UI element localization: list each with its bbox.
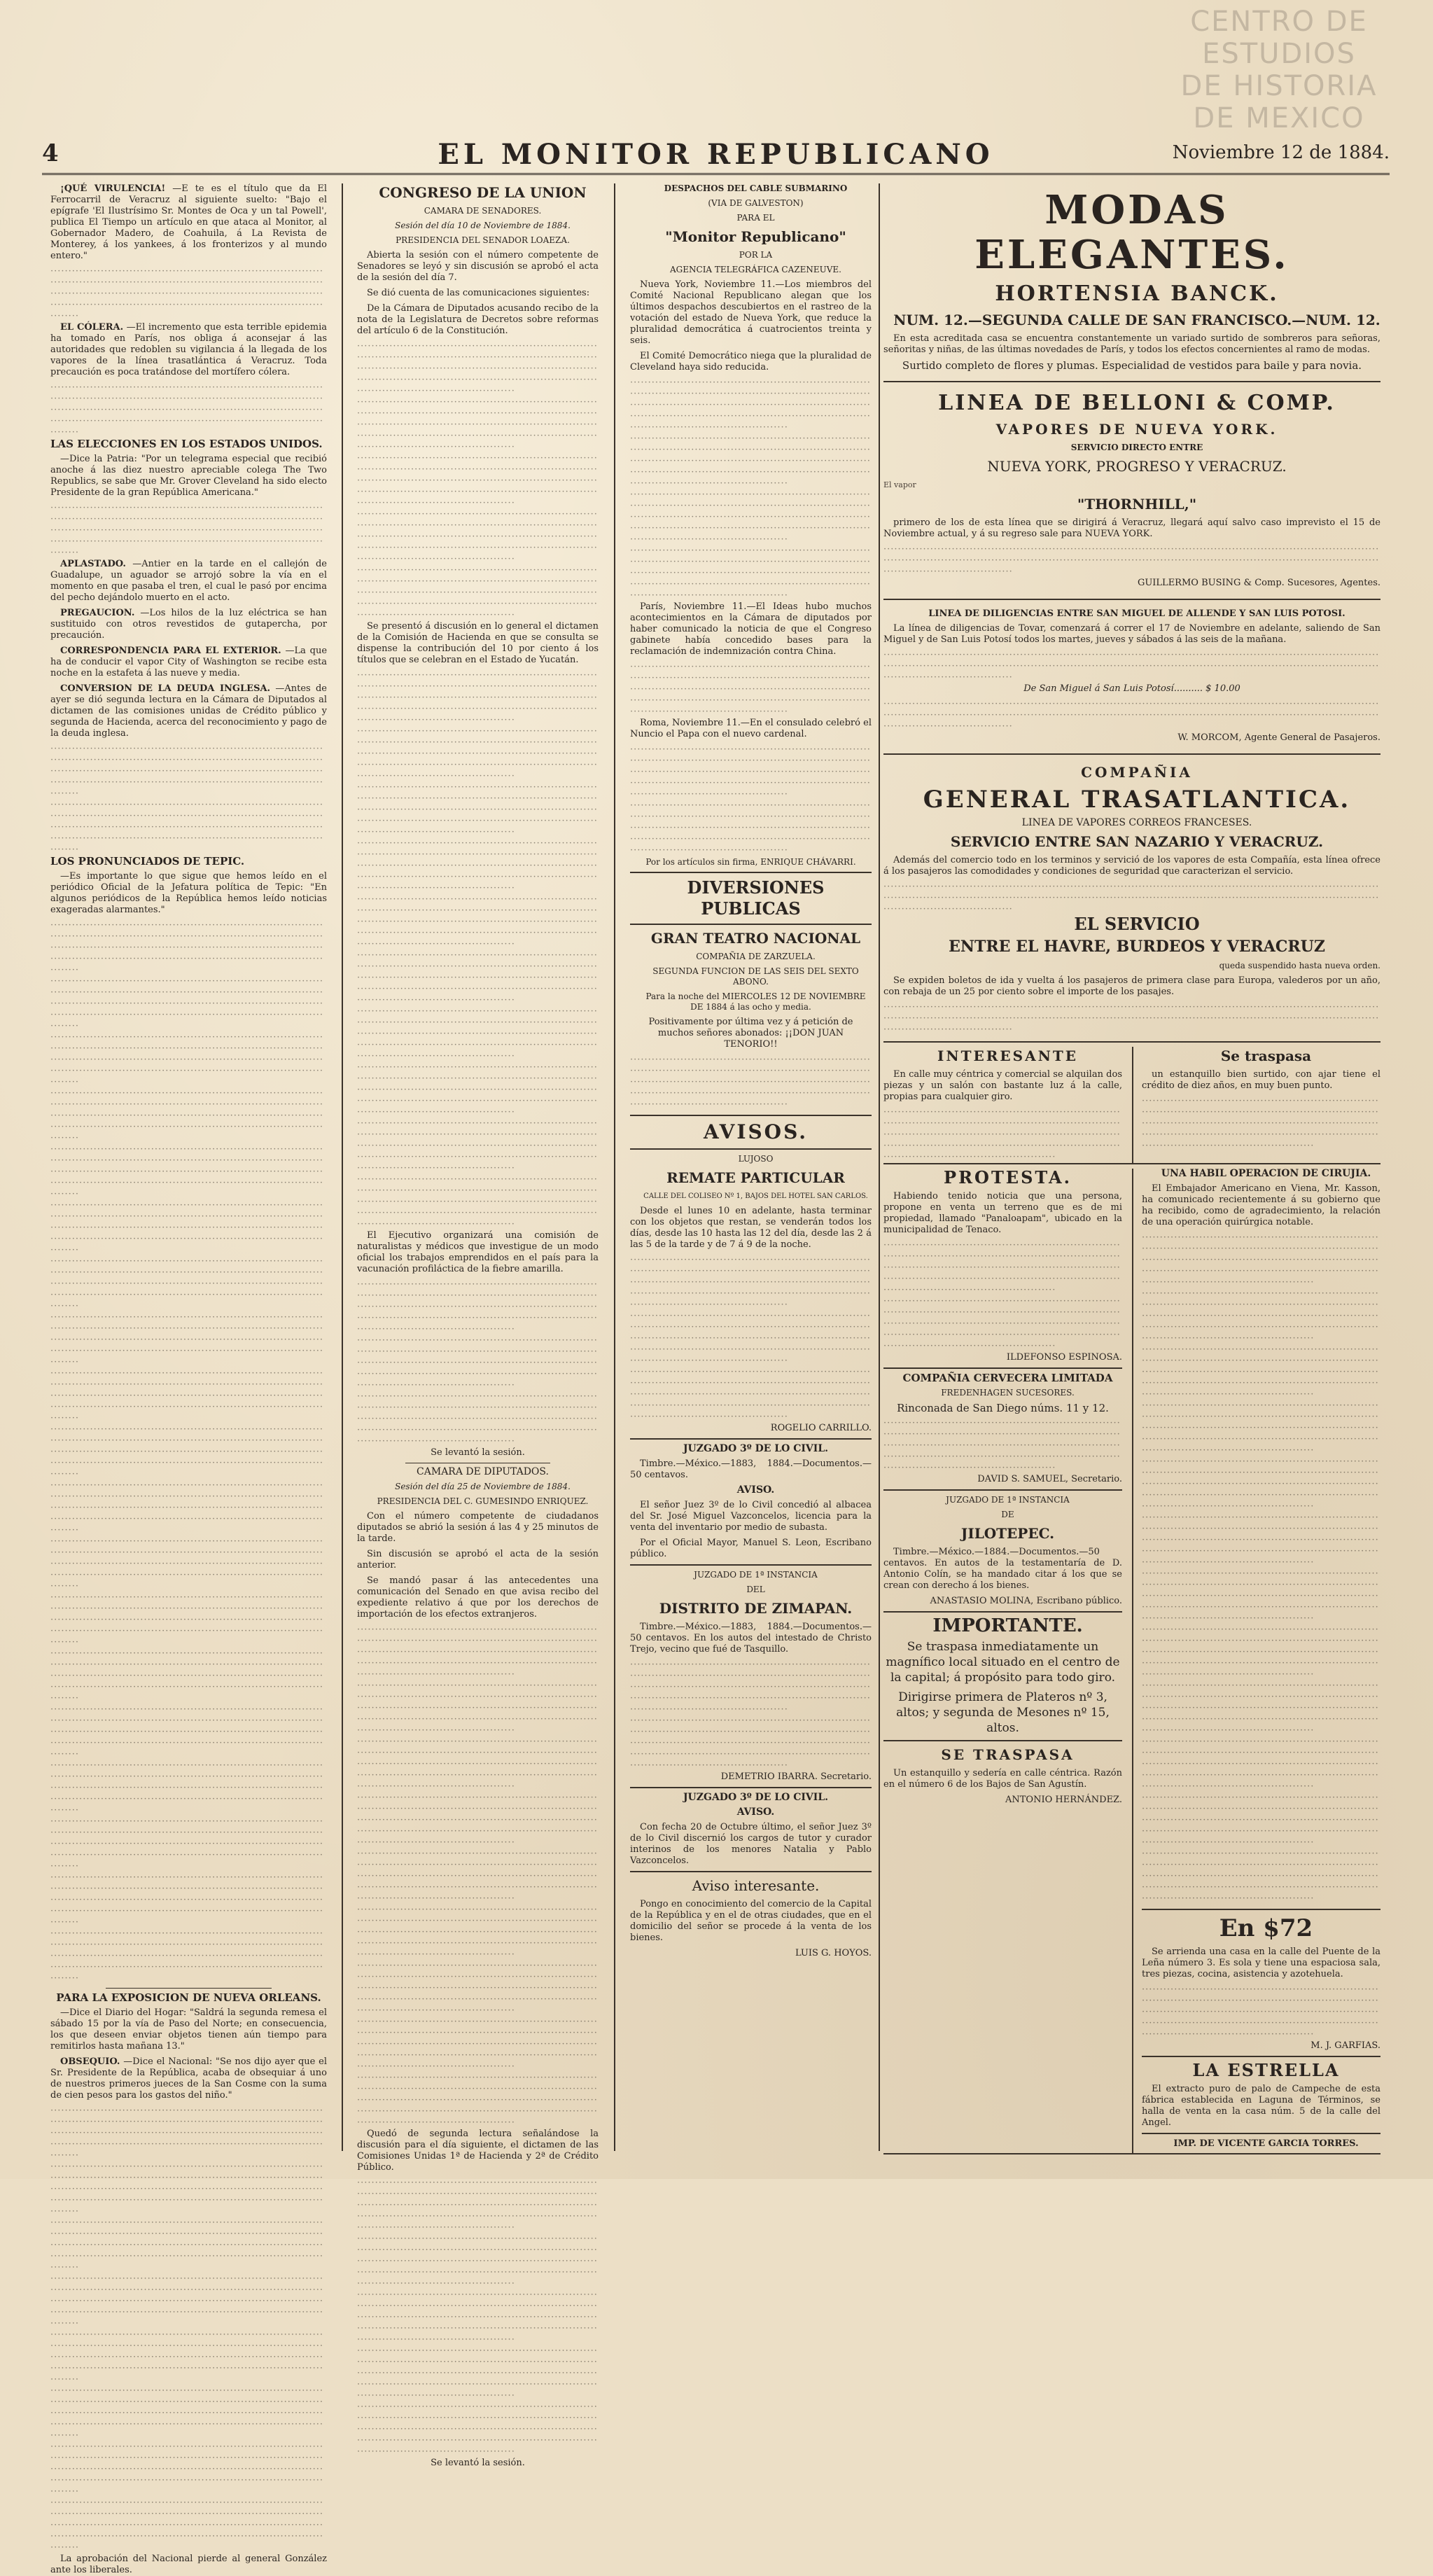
divider xyxy=(1142,2056,1380,2057)
ad-text: un estanquillo bien surtido, con ajar tiene el crédito de diez años, en muy buen punto. xyxy=(1142,1069,1380,1091)
article xyxy=(50,2056,327,2101)
page-number: 4 xyxy=(42,139,59,167)
illegible-text: ························································································································································································································································································································ xyxy=(630,433,871,489)
divider xyxy=(1142,1909,1380,1910)
illegible-text: ························································································································································································································································································································ xyxy=(1142,1096,1379,1151)
notice-title: Aviso interesante. xyxy=(692,1877,820,1894)
illegible-text: ························································································································································································································································································································ xyxy=(630,800,871,856)
ad-row xyxy=(883,1047,1380,1164)
ad-text: En esta acreditada casa se encuentra constantemente un variado surtido de sombreros para señoras, señoritas y niñas, de las últimas novedades de París, y todos los efectos concernientes al ramo de modas. xyxy=(883,333,1380,355)
illegible-text: ························································································································································································································································································································ xyxy=(50,2161,324,2217)
illegible-text: ························································································································································································································································································································ xyxy=(357,453,598,508)
article-heading: ¡QUÉ VIRULENCIA! xyxy=(60,183,166,194)
session-date: Sesión del día 10 de Noviembre de 1884. xyxy=(395,221,571,230)
illegible-text: ························································································································································································································································································································ xyxy=(1142,1232,1379,1288)
section-heading: AVISOS. xyxy=(703,1120,809,1143)
article-text: —Dice la Patria: "Por un telegrama especial que recibió anoche á las diez nuestro apreciable colega The Two Republics, se sabe que Mr. Grover Cleveland ha sido electo Presidente de la gran República Americana." xyxy=(50,454,327,498)
ad-belloni xyxy=(883,387,1380,600)
ad-right-stack xyxy=(1132,1169,1380,2153)
article-heading: EL CÓLERA. xyxy=(60,322,124,333)
column-rule xyxy=(614,183,615,2151)
illegible-text: ························································································································································································································································································································ xyxy=(50,2386,324,2441)
ad-subtitle: COMPAÑIA xyxy=(1081,764,1193,781)
illegible-text: ························································································································································································································································································································ xyxy=(1142,1984,1379,2040)
signature: W. MORCOM, Agente General de Pasajeros. xyxy=(1177,732,1380,743)
column-cable-notices xyxy=(630,183,872,2151)
notice-text: Pongo en conocimiento del comercio de la Capital de la República y en el de otras ciudades, que en el domicilio del señor se procede á la venta de los bienes. xyxy=(630,1899,872,1943)
column-rule xyxy=(879,183,880,2151)
column-congress xyxy=(357,183,599,2468)
illegible-text: ························································································································································································································································································································ xyxy=(357,2017,598,2072)
ad-title: SE TRASPASA xyxy=(941,1746,1075,1763)
illegible-text: ························································································································································································································································································································ xyxy=(1142,1736,1379,1792)
illegible-text: ························································································································································································································································································································ xyxy=(50,1144,324,1199)
ad-interesante xyxy=(883,1047,1122,1163)
ad-text: Un estanquillo y sedería en calle céntrica. Razón en el número 6 de los Bajos de San Agustín. xyxy=(883,1768,1122,1790)
illegible-text: ························································································································································································································································································································ xyxy=(357,782,598,837)
illegible-text: ························································································································································································································································································································ xyxy=(1142,1512,1379,1568)
illegible-text: ························································································································································································································································································································ xyxy=(883,1107,1121,1162)
divider xyxy=(630,1871,872,1872)
ad-route: NUEVA YORK, PROGRESO Y VERACRUZ. xyxy=(987,458,1287,475)
ad-text: En calle muy céntrica y comercial se alquilan dos piezas y un salón con bastante luz á la calle, propias para cualquier giro. xyxy=(883,1069,1122,1102)
ad-text: Además del comercio todo en los terminos y servició de los vapores de esta Compañía, esta línea ofrece á los pasajeros las comodidades y condiciones de seguridad que caracterizan el servicio. xyxy=(883,855,1380,877)
ad-title: IMPORTANTE. xyxy=(932,1615,1083,1636)
watermark-line: DE MEXICO xyxy=(1193,102,1365,134)
illegible-text: ························································································································································································································································································································ xyxy=(357,2073,598,2128)
illegible-text: ························································································································································································································································································································ xyxy=(357,726,598,781)
ad-subtitle: SERVICIO DIRECTO ENTRE xyxy=(1070,443,1203,452)
ad-text: Dirigirse primera de Plateros nº 3, altos; y segunda de Mesones nº 15, altos. xyxy=(896,1690,1110,1735)
article-heading: LOS PRONUNCIADOS DE TEPIC. xyxy=(50,855,245,868)
illegible-text: ························································································································································································································································································································ xyxy=(630,489,871,545)
illegible-text: ························································································································································································································································································································ xyxy=(357,1849,598,1904)
ad-title: En $72 xyxy=(1219,1914,1313,1942)
illegible-text: ························································································································································································································································································································ xyxy=(50,744,324,799)
ad-address: CALLE DEL COLISEO Nº 1, BAJOS DEL HOTEL SAN CARLOS. xyxy=(643,1192,868,1200)
presidency: PRESIDENCIA DEL C. GUMESINDO ENRIQUEZ. xyxy=(377,1496,589,1506)
illegible-text: ························································································································································································································································································································ xyxy=(1142,1456,1379,1512)
illegible-text: ························································································································································································································································································································ xyxy=(1142,1624,1379,1680)
illegible-text: ························································································································································································································································································································ xyxy=(50,2105,324,2161)
ad-subtitle: VAPORES DE NUEVA YORK. xyxy=(995,421,1278,438)
illegible-text: ························································································································································································································································································································ xyxy=(50,1536,324,1592)
ad-left-stack xyxy=(883,1169,1122,2153)
illegible-text: ························································································································································································································································································································ xyxy=(50,1480,324,1536)
article-text: De la Cámara de Diputados acusando recibo de la nota de la Legislatura de Decretos sobre reformas del artículo 6 de la Constitución. xyxy=(357,303,599,336)
notice-title: JILOTEPEC. xyxy=(960,1525,1055,1542)
illegible-text: ························································································································································································································································································································ xyxy=(357,509,598,564)
illegible-text: ························································································································································································································································································································ xyxy=(357,1006,598,1061)
illegible-text: ························································································································································································································································································································ xyxy=(1142,1288,1379,1344)
ad-title: LA ESTRELLA xyxy=(1192,2060,1340,2080)
illegible-text: ························································································································································································································································································································ xyxy=(883,544,1380,577)
illegible-text: ························································································································································································································································································································ xyxy=(357,2178,598,2233)
article-text: Se presentó á discusión en lo general el dictamen de la Comisión de Hacienda en que se consulta se dispense la contribución del 10 por ciento á los títulos que se celebran en el Estado de Yucatán. xyxy=(357,621,599,665)
ad-subtitle: EL SERVICIO xyxy=(1074,914,1200,934)
ad-title: INTERESANTE xyxy=(937,1047,1078,1064)
article-heading: CONVERSION DE LA DEUDA INGLESA. xyxy=(60,683,271,694)
column-news xyxy=(50,183,328,2575)
article-heading: CORRESPONDENCIA PARA EL EXTERIOR. xyxy=(60,646,281,656)
theater-name: GRAN TEATRO NACIONAL xyxy=(650,930,861,947)
ad-address: Rinconada de San Diego núms. 11 y 12. xyxy=(897,1402,1109,1414)
section-subheading: PARA EL xyxy=(736,213,775,223)
notice-text: Con fecha 20 de Octubre último, el señor Juez 3º de lo Civil discernió los cargos de tutor y curador interinos de los menores Natalia y Pablo Vazconcelos. xyxy=(630,1822,872,1866)
ad-title: GENERAL TRASATLANTICA. xyxy=(923,786,1351,814)
illegible-text: ························································································································································································································································································································ xyxy=(630,744,871,800)
divider xyxy=(630,924,872,925)
article xyxy=(50,608,327,641)
section-subheading: CAMARA DE DIPUTADOS. xyxy=(417,1466,549,1477)
article-text: Nueva York, Noviembre 11.—Los miembros del Comité Nacional Republicano alegan que los últimos despachos descubiertos en el rastreo de la votación del estado de Nueva York, que reduce la pluralidad democrática á cuatrocientos treinta y seis. xyxy=(630,279,872,346)
ad-title: Se traspasa xyxy=(1220,1047,1312,1064)
presidency: PRESIDENCIA DEL SENADOR LOAEZA. xyxy=(396,235,570,245)
signature: ROGELIO CARRILLO. xyxy=(770,1423,872,1433)
article xyxy=(50,183,327,262)
illegible-text: ························································································································································································································································································································ xyxy=(357,2234,598,2289)
ad-modas xyxy=(883,183,1380,382)
section-heading: "Monitor Republicano" xyxy=(665,228,846,245)
notice-title: DISTRITO DE ZIMAPAN. xyxy=(659,1600,853,1617)
article-text: —El incremento que esta terrible epidemia ha tomado en París, nos obliga á aconsejar á las autoridades que redoblen su vigilancia á la llegada de los vapores de la línea trasatlántica á Veracruz. Toda precaución es poca tratándose del mortífero cólera. xyxy=(50,322,327,377)
article-text: Roma, Noviembre 11.—En el consulado celebró el Nuncio el Papa con el nuevo cardenal. xyxy=(630,718,872,739)
notice-heading: JUZGADO 3º DE LO CIVIL. xyxy=(683,1792,829,1803)
ad-subtitle: FREDENHAGEN SUCESORES. xyxy=(941,1388,1075,1398)
illegible-text: ························································································································································································································································································································ xyxy=(357,1279,598,1335)
illegible-text: ························································································································································································································································································································ xyxy=(357,1792,598,1848)
illegible-text: ························································································································································································································································································································ xyxy=(50,503,324,558)
illegible-text: ························································································································································································································································································································ xyxy=(883,1240,1121,1295)
illegible-text: ························································································································································································································································································································ xyxy=(357,1905,598,1960)
signature: ANTONIO HERNÁNDEZ. xyxy=(1005,1795,1122,1805)
article xyxy=(50,683,327,739)
article-text: Se mandó pasar á las antecedentes una comunicación del Senado en que avisa recibo del expediente relativo á que por los derechos de importación de los efectos extranjeros. xyxy=(357,1575,599,1620)
masthead xyxy=(42,137,1390,175)
article-text: —La que ha de conducir el vapor City of Washington se recibe esta noche en la estafeta á las nueve y media. xyxy=(50,646,328,678)
ad-row xyxy=(883,1169,1380,2154)
article-heading: UNA HABIL OPERACION DE CIRUJIA. xyxy=(1161,1168,1371,1179)
illegible-text: ························································································································································································································································································································ xyxy=(630,1367,871,1422)
article-text: Se levantó la sesión. xyxy=(431,1447,525,1458)
ad-text: Se arrienda una casa en la calle del Puente de la Leña número 3. Es sola y tiene una espaciosa sala, tres piezas, cocina, asistencia y azotehuela. xyxy=(1142,1947,1380,1979)
divider xyxy=(883,1740,1122,1741)
article-heading: PARA LA EXPOSICION DE NUEVA ORLEANS. xyxy=(56,1991,321,2004)
illegible-text: ························································································································································································································································································································ xyxy=(357,1391,598,1447)
section-subheading: AGENCIA TELEGRÁFICA CAZENEUVE. xyxy=(670,265,841,274)
signature: LUIS G. HOYOS. xyxy=(795,1948,872,1958)
illegible-text: ························································································································································································································································································································ xyxy=(630,1255,871,1310)
ad-title: MODAS ELEGANTES. xyxy=(974,187,1289,278)
article-text: La aprobación del Nacional pierde al general González ante los liberales. xyxy=(50,2554,327,2575)
article-text: —Dice el Diario del Hogar: "Saldrá la segunda remesa el sábado 15 por la vía de Paso del Norte; en consecuencia, los que deseen enviar objetos tienen aún tiempo para remitirlos hasta mañana 13." xyxy=(50,2007,327,2052)
illegible-text: ························································································································································································································································································································ xyxy=(883,699,1380,732)
notice-heading: JUZGADO 3º DE LO CIVIL. xyxy=(683,1443,829,1454)
notice-heading: DEL xyxy=(746,1585,765,1594)
section-subheading: CAMARA DE SENADORES. xyxy=(424,206,542,216)
ad-price: De San Miguel á San Luis Potosí.......... $ 10.00 xyxy=(1023,683,1240,694)
session-date: Sesión del día 25 de Noviembre de 1884. xyxy=(395,1482,571,1491)
notice-text: Timbre.—México.—1883, 1884.—Documentos.—50 centavos. En los autos del intestado de Christo Trejo, vecino que fué de Tasquillo. xyxy=(630,1622,872,1655)
illegible-text: ························································································································································································································································································································ xyxy=(50,800,324,855)
article-text: Sin discusión se aprobó el acta de la sesión anterior. xyxy=(357,1549,599,1571)
illegible-text: ························································································································································································································································································································ xyxy=(883,1418,1121,1473)
illegible-text: ························································································································································································································································································································ xyxy=(1142,1792,1379,1848)
watermark-line: ESTUDIOS xyxy=(1202,38,1356,70)
article-text: Con el número competente de ciudadanos diputados se abrió la sesión á las 4 y 25 minutos de la tarde. xyxy=(357,1511,599,1544)
article-text: París, Noviembre 11.—El Ideas hubo muchos acontecimientos en la Cámara de diputados por haber comunicado la noticia de que el Congreso gabinete había concedido bases para la reclamación de indemnización contra China. xyxy=(630,601,872,657)
ad-subtitle: LINEA DE VAPORES CORREOS FRANCESES. xyxy=(1021,817,1252,828)
illegible-text: ························································································································································································································································································································ xyxy=(357,2290,598,2345)
illegible-text: ························································································································································································································································································································ xyxy=(50,1648,324,1704)
signature: DAVID S. SAMUEL, Secretario. xyxy=(977,1474,1122,1484)
divider xyxy=(883,1611,1122,1613)
signature: Por el Oficial Mayor, Manuel S. Leon, Escribano público. xyxy=(630,1538,872,1559)
illegible-text: ························································································································································································································································································································ xyxy=(883,882,1380,914)
ad-title: LINEA DE DILIGENCIAS ENTRE SAN MIGUEL DE ALLENDE Y SAN LUIS POTOSI. xyxy=(928,608,1345,619)
notice-heading: JUZGADO DE 1ª INSTANCIA xyxy=(694,1570,818,1580)
illegible-text: ························································································································································································································································································································ xyxy=(883,1296,1121,1351)
illegible-text: ························································································································································································································································································································ xyxy=(50,1424,324,1480)
illegible-text: ························································································································································································································································································································ xyxy=(357,2402,598,2457)
article-text: Quedó de segunda lectura señalándose la discusión para el día siguiente, el dictamen de las Comisiones Unidas 1ª de Hacienda y 2ª de Crédito Público. xyxy=(357,2129,599,2173)
archive-watermark xyxy=(1153,6,1405,134)
article-text: El Comité Democrático niega que la pluralidad de Cleveland haya sido reducida. xyxy=(630,351,872,373)
ad-title: REMATE PARTICULAR xyxy=(666,1169,845,1186)
illegible-text: ························································································································································································································································································································ xyxy=(50,1704,324,1760)
notice-heading: JUZGADO DE 1ª INSTANCIA xyxy=(946,1495,1070,1505)
illegible-text: ························································································································································································································································································································ xyxy=(357,950,598,1005)
illegible-text: ························································································································································································································································································································ xyxy=(50,2330,324,2385)
ad-text: queda suspendido hasta nueva orden. xyxy=(1219,961,1380,970)
illegible-text: ························································································································································································································································································································ xyxy=(357,1624,598,1680)
illegible-text: ························································································································································································································································································································ xyxy=(1142,1680,1379,1736)
illegible-text: ························································································································································································································································································································ xyxy=(357,670,598,725)
illegible-text: ························································································································································································································································································································ xyxy=(630,1715,871,1771)
article xyxy=(50,322,327,378)
illegible-text: ························································································································································································································································································································ xyxy=(50,1928,324,1984)
illegible-text: ························································································································································································································································································································ xyxy=(50,1760,324,1816)
section-heading: DESPACHOS DEL CABLE SUBMARINO xyxy=(664,183,848,193)
illegible-text: ························································································································································································································································································································ xyxy=(1142,1849,1379,1904)
ad-diligencias xyxy=(883,604,1380,755)
divider xyxy=(106,1988,272,1989)
illegible-text: ························································································································································································································································································································ xyxy=(357,1680,598,1736)
illegible-text: ························································································································································································································································································································ xyxy=(50,382,324,438)
ad-text: Se expiden boletos de ida y vuelta á los pasajeros de primera clase para Europa, valederos por un año, con rebaja de un 25 por ciento sobre el importe de los pasajes. xyxy=(883,975,1380,997)
illegible-text: ························································································································································································································································································································ xyxy=(630,1054,871,1110)
illegible-text: ························································································································································································································································································································ xyxy=(357,341,598,396)
illegible-text: ························································································································································································································································································································ xyxy=(630,1311,871,1366)
article-text: Abierta la sesión con el número competente de Senadores se leyó y sin discusión se aprobó el acta de la sesión del día 7. xyxy=(357,250,599,283)
signature: ANASTASIO MOLINA, Escribano público. xyxy=(930,1596,1122,1606)
illegible-text: ························································································································································································································································································································ xyxy=(50,1200,324,1255)
article-heading: PREGAUCION. xyxy=(60,608,135,618)
divider xyxy=(630,1148,872,1150)
divider xyxy=(630,872,872,873)
illegible-text: ························································································································································································································································································································ xyxy=(50,2498,324,2553)
performance-date: Para la noche del MIERCOLES 12 DE NOVIEMBRE DE 1884 á las ocho y media. xyxy=(645,991,866,1012)
article-heading: LAS ELECCIONES EN LOS ESTADOS UNIDOS. xyxy=(50,438,323,450)
column-advertisements xyxy=(883,183,1380,2151)
illegible-text: ························································································································································································································································································································ xyxy=(357,2346,598,2401)
article xyxy=(50,646,327,679)
divider xyxy=(883,1489,1122,1491)
signature: M. J. GARFIAS. xyxy=(1310,2040,1380,2051)
illegible-text: ························································································································································································································································································································ xyxy=(357,397,598,452)
ad-text: El vapor xyxy=(883,480,916,489)
illegible-text: ························································································································································································································································································································ xyxy=(50,2274,324,2329)
ad-text: primero de los de esta línea que se dirigirá á Veracruz, llegará aquí salvo caso imprevisto el 15 de Noviembre actual, y á su regreso sale para NUEVA YORK. xyxy=(883,517,1380,539)
section-heading: CONGRESO DE LA UNION xyxy=(379,184,587,201)
illegible-text: ························································································································································································································································································································ xyxy=(630,662,871,717)
illegible-text: ························································································································································································································································································································ xyxy=(357,838,598,893)
ad-trasatlantica xyxy=(883,759,1380,1043)
divider xyxy=(630,1787,872,1788)
notice-heading: DE xyxy=(1001,1510,1014,1519)
section-heading: DIVERSIONES PUBLICAS xyxy=(687,877,825,919)
article-text: —Antes de ayer se dió segunda lectura en la Cámara de Diputados al dictamen de las comisiones unidas de Crédito público y segunda de Hacienda, acerca del reconocimiento y pago de la deuda inglesa. xyxy=(50,683,327,739)
illegible-text: ························································································································································································································································································································ xyxy=(357,894,598,949)
issue-date: Noviembre 12 de 1884. xyxy=(1172,142,1390,163)
illegible-text: ························································································································································································································································································································ xyxy=(50,2442,324,2497)
section-subheading: POR LA xyxy=(739,250,773,260)
performance: SEGUNDA FUNCION DE LAS SEIS DEL SEXTO ABONO. xyxy=(652,966,859,987)
ad-text: La línea de diligencias de Tovar, comenzará á correr el 17 de Noviembre en adelante, saliendo de San Miguel y de San Luis Potosí todos los martes, jueves y sábados á las seis de la mañana. xyxy=(883,623,1380,645)
ad-text: Surtido completo de flores y plumas. Especialidad de vestidos para baile y para novia. xyxy=(902,359,1362,372)
ad-subtitle: HORTENSIA BANCK. xyxy=(995,281,1279,306)
notice-heading: AVISO. xyxy=(736,1484,775,1496)
watermark-line: DE HISTORIA xyxy=(1180,70,1378,102)
illegible-text: ························································································································································································································································································································ xyxy=(630,377,871,433)
illegible-text: ························································································································································································································································································································ xyxy=(50,1088,324,1143)
watermark-line: CENTRO DE xyxy=(1190,6,1368,38)
illegible-text: ························································································································································································································································································································ xyxy=(630,545,871,601)
illegible-text: ························································································································································································································································································································ xyxy=(1142,1344,1379,1400)
ad-text: El extracto puro de palo de Campeche de esta fábrica establecida en Laguna de Términos, se halla de venta en la casa núm. 5 de la calle del Angel. xyxy=(1142,2084,1380,2128)
ad-text: Habiendo tenido noticia que una persona, propone en venta un terreno que es de mi propiedad, llamado "Panaloapam", ubicado en la municipalidad de Tenaco. xyxy=(883,1191,1122,1235)
ad-title: PROTESTA. xyxy=(944,1167,1072,1188)
article-heading: OBSEQUIO. xyxy=(60,2056,120,2067)
newspaper-title: EL MONITOR REPUBLICANO xyxy=(438,138,994,171)
divider xyxy=(1142,2133,1380,2134)
signature: Por los artículos sin firma, ENRIQUE CHÁVARRI. xyxy=(645,857,856,867)
signature: GUILLERMO BUSING & Comp. Sucesores, Agentes. xyxy=(1137,578,1380,588)
illegible-text: ························································································································································································································································································································ xyxy=(50,1872,324,1928)
illegible-text: ························································································································································································································································································································ xyxy=(50,1816,324,1872)
illegible-text: ························································································································································································································································································································ xyxy=(50,1368,324,1423)
illegible-text: ························································································································································································································································································································ xyxy=(50,266,324,321)
illegible-text: ························································································································································································································································································································ xyxy=(50,920,324,975)
divider xyxy=(883,1367,1122,1369)
ad-subtitle: ENTRE EL HAVRE, BURDEOS Y VERACRUZ xyxy=(949,938,1325,956)
illegible-text: ························································································································································································································································································································ xyxy=(883,650,1380,683)
signature: DEMETRIO IBARRA. Secretario. xyxy=(720,1771,872,1782)
article-text: —Es importante lo que sigue que hemos leído en el periódico Oficial de la Jefatura política de Tepic: "En algunos periódicos de la República hemos leído noticias exageradas alarmantes." xyxy=(50,871,327,915)
article-text: El Ejecutivo organizará una comisión de naturalistas y médicos que investigue de un modo oficial los trabajos emprendidos en el país para la vacunación profiláctica de la fiebre amarilla. xyxy=(357,1230,599,1274)
ad-text: Desde el lunes 10 en adelante, hasta terminar con los objetos que restan, se venderán todos los días, desde las 10 hasta las 12 del día, desde las 2 á las 5 de la tarde y de 7 á 9 de la noche. xyxy=(630,1206,872,1250)
divider xyxy=(630,1438,872,1440)
notice-text: Timbre.—México.—1883, 1884.—Documentos.—50 centavos. xyxy=(630,1458,872,1480)
signature: ILDEFONSO ESPINOSA. xyxy=(1006,1352,1122,1363)
company-name: COMPAÑIA DE ZARZUELA. xyxy=(696,952,816,961)
illegible-text: ························································································································································································································································································································ xyxy=(50,1312,324,1367)
ad-address: NUM. 12.—SEGUNDA CALLE DE SAN FRANCISCO.—NUM. 12. xyxy=(893,312,1380,328)
article-text: El Embajador Americano en Viena, Mr. Kasson, ha comunicado recientemente á su gobierno que ha recibido, como de agradecimiento, la relación de una operación quirúrgica notable. xyxy=(1142,1183,1380,1227)
article-text: Se levantó la sesión. xyxy=(431,2458,525,2468)
notice-text: El señor Juez 3º de lo Civil concedió al albacea del Sr. José Miguel Vazconcelos, licencia para la venta del inventario por medio de subasta. xyxy=(630,1500,872,1533)
illegible-text: ························································································································································································································································································································ xyxy=(50,976,324,1031)
article-text: —Dice el Nacional: "Se nos dijo ayer que el Sr. Presidente de la República, acaba de obsequiar á uno de nuestros primeros jueces de la San Cosme con la suma de cien pesos para los gastos del niño." xyxy=(50,2056,328,2101)
illegible-text: ························································································································································································································································································································ xyxy=(50,2218,324,2273)
article-text: —Los hilos de la luz eléctrica se han sustituido con otros revestidos de gutapercha, por precaución. xyxy=(50,608,327,641)
ad-text: Se traspasa inmediatamente un magnífico local situado en el centro de la capital; á propósito para todo giro. xyxy=(886,1640,1120,1685)
article-text: Se dió cuenta de las comunicaciones siguientes: xyxy=(367,288,590,298)
illegible-text: ························································································································································································································································································································ xyxy=(357,1335,598,1391)
divider xyxy=(630,1564,872,1566)
illegible-text: ························································································································································································································································································································ xyxy=(357,1736,598,1792)
printer-imprint: IMP. DE VICENTE GARCIA TORRES. xyxy=(1173,2138,1359,2149)
column-rule xyxy=(342,183,343,2151)
illegible-text: ························································································································································································································································································································ xyxy=(50,1592,324,1648)
illegible-text: ························································································································································································································································································································ xyxy=(357,1118,598,1174)
illegible-text: ························································································································································································································································································································ xyxy=(1142,1568,1379,1624)
illegible-text: ························································································································································································································································································································ xyxy=(357,1174,598,1230)
illegible-text: ························································································································································································································································································································ xyxy=(883,1002,1380,1035)
play-title: Positivamente por última vez y á petición de muchos señores abonados: ¡¡DON JUAN TENORIO!! xyxy=(648,1017,853,1050)
ad-title: COMPAÑIA CERVECERA LIMITADA xyxy=(902,1372,1113,1384)
article-heading: APLASTADO. xyxy=(60,559,126,569)
illegible-text: ························································································································································································································································································································ xyxy=(50,1032,324,1087)
article-text: —Antier en la tarde en el callejón de Guadalupe, un aguador se arrojó sobre la vía en el momento en que pasaba el tren, el cual le pasó por encima del pecho dejándolo muerto en el acto. xyxy=(50,559,327,603)
ship-name: "THORNHILL," xyxy=(1077,496,1197,513)
article xyxy=(50,559,327,604)
illegible-text: ························································································································································································································································································································ xyxy=(357,565,598,620)
ad-subtitle: SERVICIO ENTRE SAN NAZARIO Y VERACRUZ. xyxy=(950,833,1324,850)
section-subheading: (VIA DE GALVESTON) xyxy=(708,198,804,208)
notice-text: Timbre.—México.—1884.—Documentos.—50 centavos. En autos de la testamentaría de D. Antonio Colín, se ha mandado citar á los que se crean con derecho á los bienes. xyxy=(883,1547,1122,1591)
ad-title: LINEA DE BELLONI & COMP. xyxy=(938,391,1336,415)
illegible-text: ························································································································································································································································································································ xyxy=(357,1062,598,1118)
illegible-text: ························································································································································································································································································································ xyxy=(50,1256,324,1311)
ad-traspasa xyxy=(1132,1047,1380,1163)
illegible-text: ························································································································································································································································································································ xyxy=(1142,1400,1379,1456)
divider xyxy=(630,1115,872,1116)
article-text: —E te es el título que da El Ferrocarril de Veracruz al siguiente suelto: "Bajo el epígrafe 'El Ilustrísimo Sr. Montes de Oca y un tal Powell', publica El Tiempo un artículo en que ataca al Monitor, al Gobernador Madero, de Coahuila, á La Revista de Monterey, á los yankees, á los fronterizos y al mundo entero." xyxy=(50,183,328,261)
illegible-text: ························································································································································································································································································································ xyxy=(630,1659,871,1715)
notice-heading: AVISO. xyxy=(736,1806,775,1818)
illegible-text: ························································································································································································································································································································ xyxy=(357,1961,598,2016)
ad-subtitle: LUJOSO xyxy=(738,1154,774,1164)
